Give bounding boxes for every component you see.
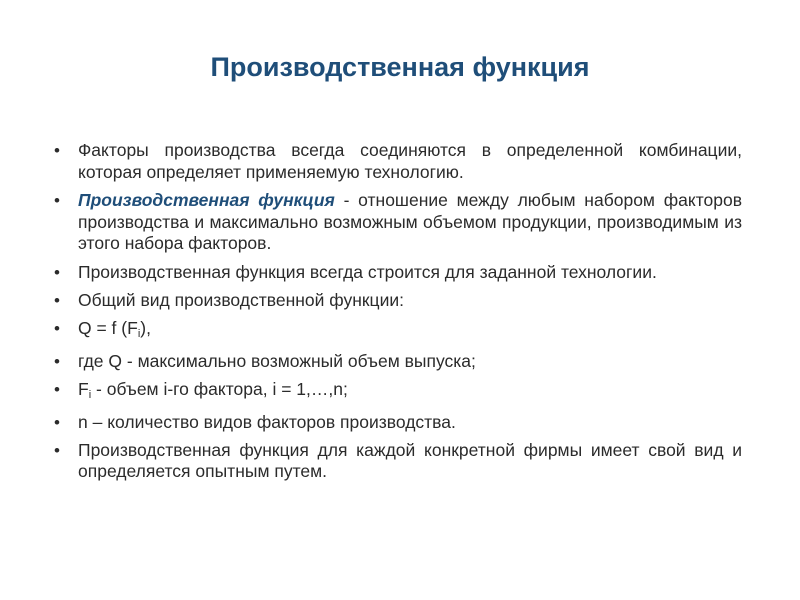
bullet-text: n – количество видов факторов производства. bbox=[78, 412, 456, 432]
bullet-item-formula bbox=[52, 318, 742, 346]
bullet-item-technology bbox=[52, 262, 742, 284]
fi-subscript: i bbox=[88, 388, 92, 401]
bullet-item-empirical bbox=[52, 440, 742, 483]
bullet-item-definition bbox=[52, 190, 742, 255]
slide-title: Производственная функция bbox=[210, 52, 590, 82]
fi-text-end: - объем i-го фактора, i = 1,…,n; bbox=[91, 378, 348, 399]
bullet-item-fi-definition bbox=[52, 379, 742, 407]
bullet-marker: • bbox=[54, 291, 60, 310]
bullet-marker: • bbox=[54, 440, 60, 460]
bullet-marker: • bbox=[54, 318, 60, 338]
bullet-marker: • bbox=[54, 262, 60, 282]
bullet-text: Факторы производства всегда соединяются в определенной комбинации, которая определяет применяемую технологию. bbox=[78, 140, 742, 182]
bullet-item-general-form bbox=[52, 290, 742, 312]
bullet-marker: • bbox=[54, 413, 60, 432]
bullet-text: Производственная функция для каждой конкретной фирмы имеет свой вид и определяется опытным путем. bbox=[78, 439, 742, 481]
bullet-marker: • bbox=[54, 141, 60, 160]
formula-subscript: i bbox=[137, 327, 141, 340]
bullet-item-q-definition bbox=[52, 351, 742, 373]
bullet-marker: • bbox=[54, 379, 60, 399]
definition-term: Производственная функция bbox=[78, 190, 335, 210]
bullet-marker: • bbox=[54, 191, 60, 210]
bullet-item-n-definition bbox=[52, 412, 742, 434]
formula-text-end: ), bbox=[140, 317, 151, 338]
bullet-text: Производственная функция всегда строится для заданной технологии. bbox=[78, 261, 657, 282]
formula-text: Q = f (F bbox=[78, 317, 138, 338]
bullet-text: где Q - максимально возможный объем выпуска; bbox=[78, 351, 476, 371]
bullet-text: Общий вид производственной функции: bbox=[78, 290, 404, 310]
bullet-item-factors bbox=[52, 140, 742, 183]
bullet-marker: • bbox=[54, 352, 60, 371]
bullet-list bbox=[52, 140, 742, 490]
fi-text: F bbox=[78, 378, 89, 399]
bullet-text: - отношение между любым набором факторов производства и максимально возможным объемом продукции, производимым из этого набора факторов. bbox=[78, 190, 743, 253]
